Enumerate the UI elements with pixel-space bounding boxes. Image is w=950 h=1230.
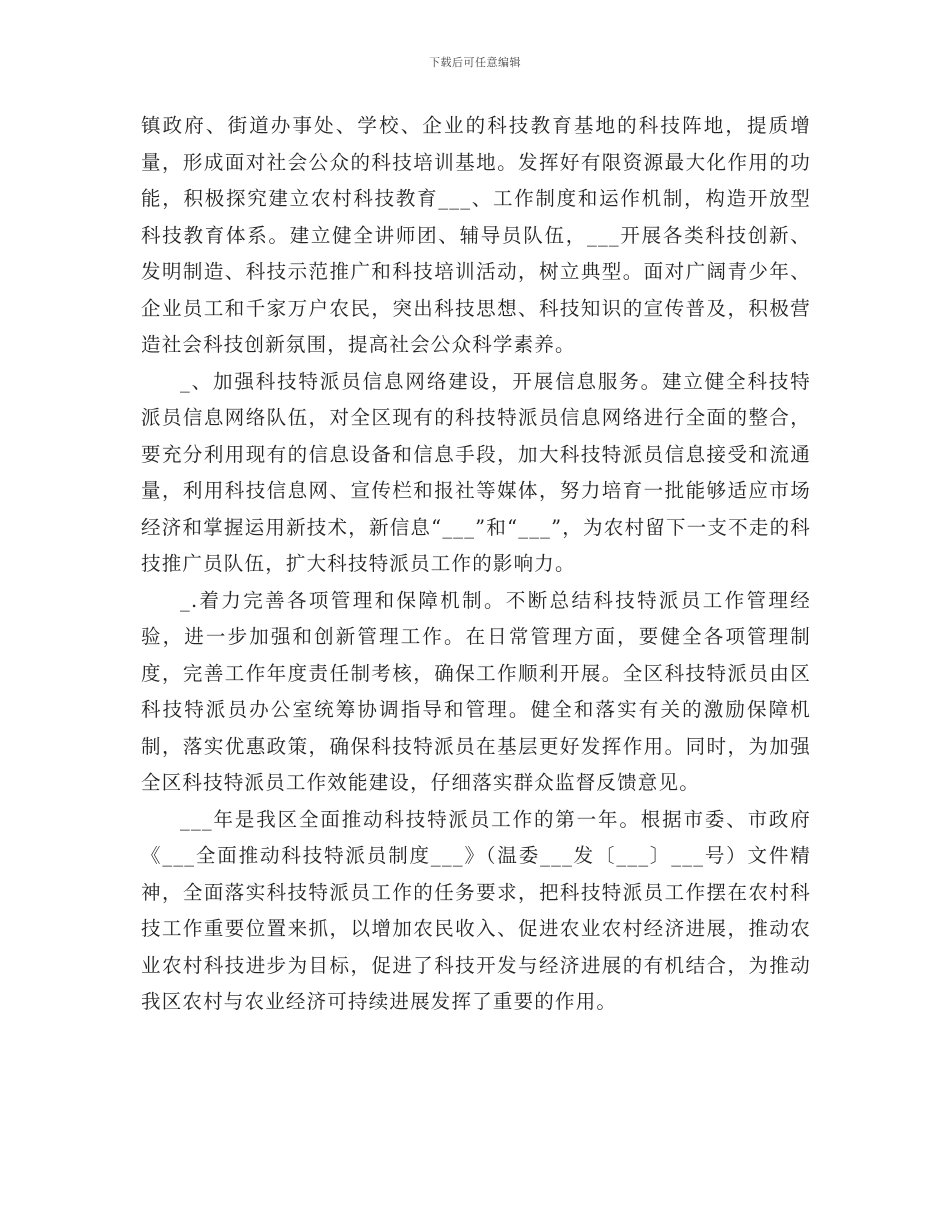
paragraph-first-year: ___年是我区全面推动科技特派员工作的第一年。根据市委、市政府《___全面推动科技特派员制度___》（温委___发〔___〕___号）文件精神，全面落实科技特派员工作的任务要求，把科技特派员工作摆在农村科技工作重要位置来抓，以增加农民收入、促进农业农村经济进展，推动农业农村科技进步为目标，促进了科技开发与经济进展的有机结合，为推动我区农村与农业经济可持续进展发挥了重要的作用。 <box>141 807 811 1013</box>
paragraph-management: _.着力完善各项管理和保障机制。不断总结科技特派员工作管理经验，进一步加强和创新管理工作。在日常管理方面，要健全各项管理制度，完善工作年度责任制考核，确保工作顺利开展。全区科技特派员由区科技特派员办公室统筹协调指导和管理。健全和落实有关的激励保障机制，落实优惠政策，确保科技特派员在基层更好发挥作用。同时，为加强全区科技特派员工作效能建设，仔细落实群众监督反馈意见。 <box>141 588 811 794</box>
document-body <box>141 108 811 1021</box>
paragraph-continuation: 镇政府、街道办事处、学校、企业的科技教育基地的科技阵地，提质增量，形成面对社会公众的科技培训基地。发挥好有限资源最大化作用的功能，积极探究建立农村科技教育___、工作制度和运作机制，构造开放型科技教育体系。建立健全讲师团、辅导员队伍，___开展各类科技创新、发明制造、科技示范推广和科技培训活动，树立典型。面对广阔青少年、企业员工和千家万户农民，突出科技思想、科技知识的宣传普及，积极营造社会科技创新氛围，提高社会公众科学素养。 <box>141 114 811 356</box>
page-header: 下载后可任意编辑 <box>429 56 521 69</box>
paragraph-info-network: _、加强科技特派员信息网络建设，开展信息服务。建立健全科技特派员信息网络队伍，对全区现有的科技特派员信息网络进行全面的整合，要充分利用现有的信息设备和信息手段，加大科技特派员信息接受和流通量，利用科技信息网、宣传栏和报社等媒体，努力培育一批能够适应市场经济和掌握运用新技术，新信息“___”和“___”，为农村留下一支不走的科技推广员队伍，扩大科技特派员工作的影响力。 <box>141 369 811 575</box>
